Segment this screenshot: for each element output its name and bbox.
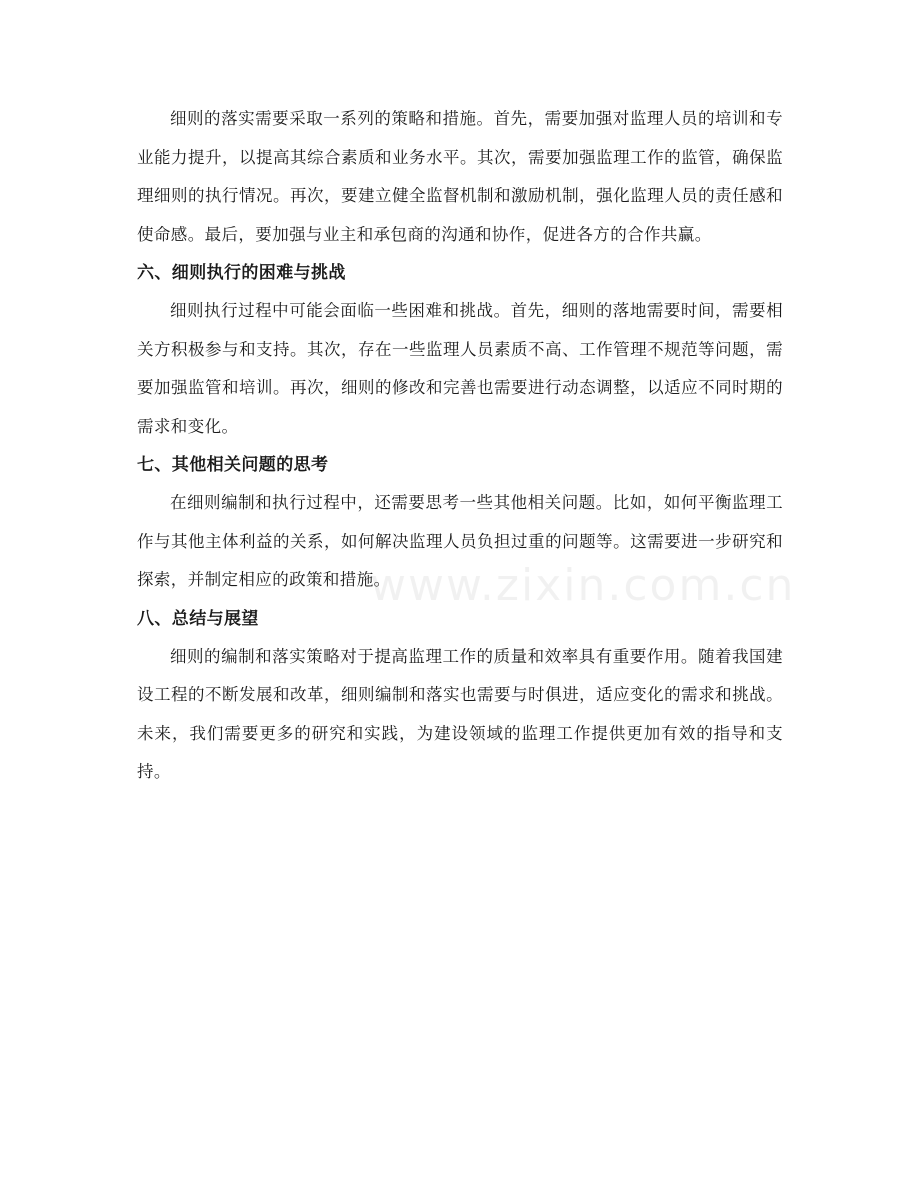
document-body [137,100,783,792]
heading-section-7: 七、其他相关问题的思考 [137,455,329,475]
paragraph-section-6: 细则执行过程中可能会面临一些困难和挑战。首先，细则的落地需要时间，需要相关方积极参与和支持。其次，存在一些监理人员素质不高、工作管理不规范等问题，需要加强监管和培训。再次，细则的修改和完善也需要进行动态调整，以适应不同时期的需求和变化。 [137,301,783,436]
heading-section-8: 八、总结与展望 [137,608,259,629]
heading-section-6: 六、细则执行的困难与挑战 [137,263,346,283]
watermark: www.zixin.com.cn [370,560,796,611]
paragraph-section-7: 在细则编制和执行过程中，还需要思考一些其他相关问题。比如，如何平衡监理工作与其他主体利益的关系，如何解决监理人员负担过重的问题等。这需要进一步研究和探索，并制定相应的政策和措施。 [137,493,783,589]
paragraph-implementation-strategies: 细则的落实需要采取一系列的策略和措施。首先，需要加强对监理人员的培训和专业能力提升，以提高其综合素质和业务水平。其次，需要加强监理工作的监管，确保监理细则的执行情况。再次，要建立健全监督机制和激励机制，强化监理人员的责任感和使命感。最后，要加强与业主和承包商的沟通和协作，促进各方的合作共赢。 [137,109,783,244]
paragraph-section-8: 细则的编制和落实策略对于提高监理工作的质量和效率具有重要作用。随着我国建设工程的不断发展和改革，细则编制和落实也需要与时俱进，适应变化的需求和挑战。未来，我们需要更多的研究和实践，为建设领域的监理工作提供更加有效的指导和支持。 [137,646,783,781]
